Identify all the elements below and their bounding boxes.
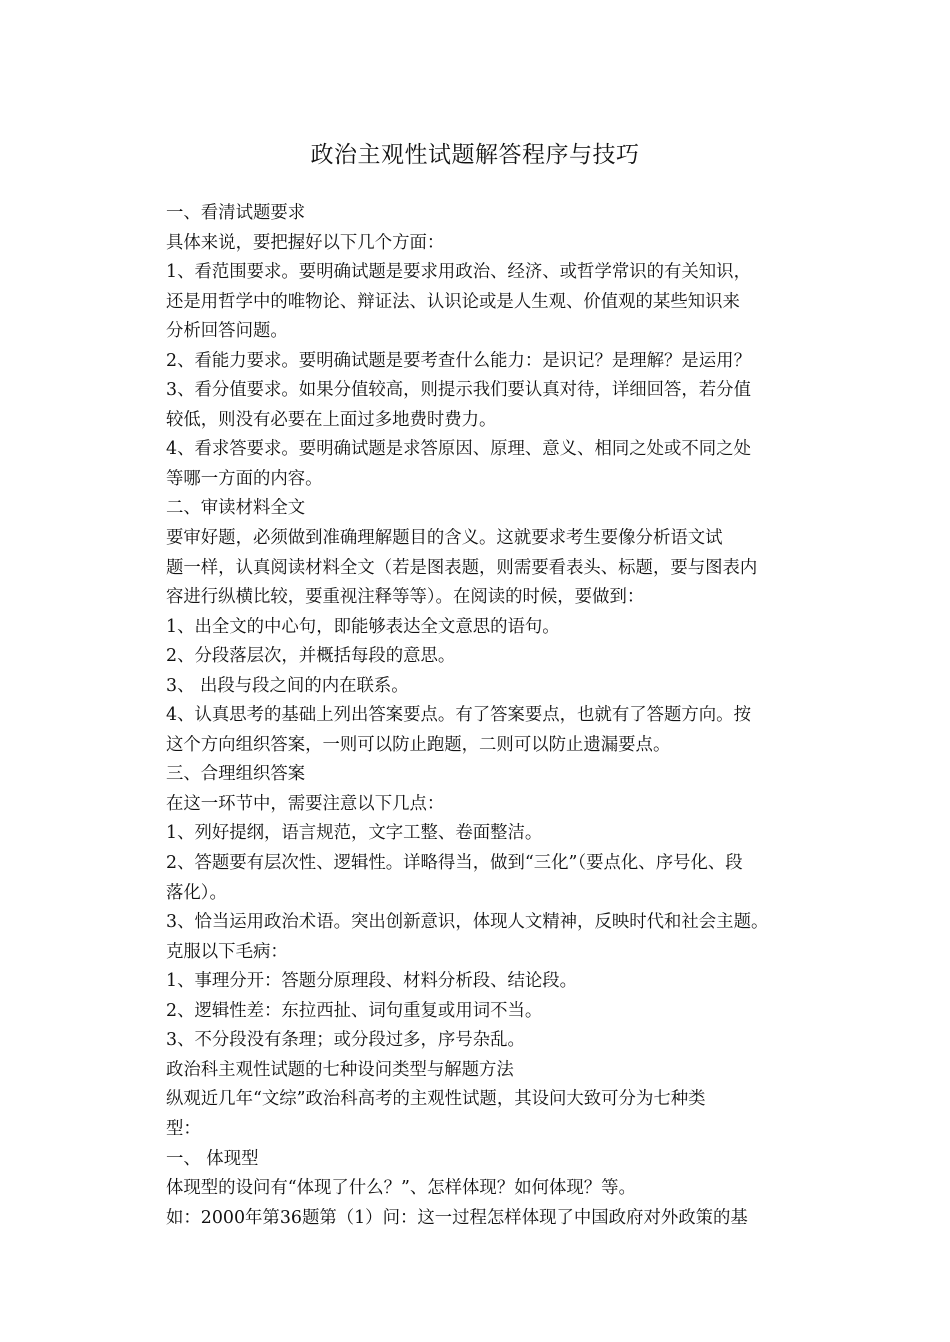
text-line: 2、逻辑性差：东拉西扯、词句重复或用词不当。 (166, 1000, 543, 1021)
text-line: 还是用哲学中的唯物论、辩证法、认识论或是人生观、价值观的某些知识来 (166, 291, 740, 312)
text-line: 1、列好提纲，语言规范，文字工整、卷面整洁。 (166, 823, 543, 844)
text-line: 具体来说，要把握好以下几个方面： (166, 232, 445, 253)
text-line: 分析回答问题。 (166, 321, 288, 342)
text-line: 1、事理分开：答题分原理段、材料分析段、结论段。 (166, 971, 578, 992)
text-line: 这个方向组织答案，一则可以防止跑题，二则可以防止遗漏要点。 (166, 734, 671, 755)
text-line: 等哪一方面的内容。 (166, 468, 323, 489)
text-line: 如：2000年第36题第（1）问：这一过程怎样体现了中国政府对外政策的基 (166, 1207, 748, 1228)
text-line: 1、出全文的中心句，即能够表达全文意思的语句。 (166, 616, 560, 637)
text-line: 4、看求答要求。要明确试题是求答原因、原理、意义、相同之处或不同之处 (166, 439, 751, 460)
text-line: 纵观近几年“文综”政治科高考的主观性试题，其设问大致可分为七种类 (166, 1089, 706, 1110)
text-line: 较低，则没有必要在上面过多地费时费力。 (166, 409, 497, 430)
text-line: 容进行纵横比较，要重视注释等等）。在阅读的时候，要做到： (166, 587, 645, 608)
text-line: 1、看范围要求。要明确试题是要求用政治、经济、或哲学常识的有关知识， (166, 262, 751, 283)
text-line: 题一样，认真阅读材料全文（若是图表题，则需要看表头、标题，要与图表内 (166, 557, 758, 578)
text-line: 要审好题，必须做到准确理解题目的含义。这就要求考生要像分析语文试 (166, 528, 723, 549)
text-line: 一、看清试题要求 (166, 203, 306, 223)
text-line: 体现型的设问有“体现了什么？”、怎样体现？如何体现？等。 (166, 1178, 636, 1199)
text-line: 2、答题要有层次性、逻辑性。详略得当，做到“三化”（要点化、序号化、段 (166, 853, 743, 874)
text-line: 型： (166, 1118, 201, 1139)
document-body (166, 199, 816, 1233)
document-title: 政治主观性试题解答程序与技巧 (310, 142, 640, 168)
text-line: 3、恰当运用政治术语。突出创新意识，体现人文精神，反映时代和社会主题。 (166, 912, 769, 933)
text-line: 克服以下毛病： (166, 941, 288, 962)
text-line: 2、分段落层次，并概括每段的意思。 (166, 646, 456, 667)
text-line: 二、审读材料全文 (166, 498, 306, 519)
text-line: 一、 体现型 (166, 1148, 259, 1169)
text-line: 4、认真思考的基础上列出答案要点。有了答案要点，也就有了答题方向。按 (166, 705, 751, 726)
text-line: 3、看分值要求。如果分值较高，则提示我们要认真对待，详细回答，若分值 (166, 380, 751, 401)
text-line: 落化）。 (166, 882, 227, 903)
text-line: 2、看能力要求。要明确试题是要考查什么能力：是识记？是理解？是运用？ (166, 350, 751, 371)
text-line: 3、不分段没有条理；或分段过多，序号杂乱。 (166, 1030, 525, 1051)
text-line: 3、 出段与段之间的内在联系。 (166, 675, 409, 696)
text-line: 三、合理组织答案 (166, 764, 306, 785)
text-line: 在这一环节中，需要注意以下几点： (166, 793, 445, 814)
text-line: 政治科主观性试题的七种设问类型与解题方法 (166, 1059, 514, 1080)
